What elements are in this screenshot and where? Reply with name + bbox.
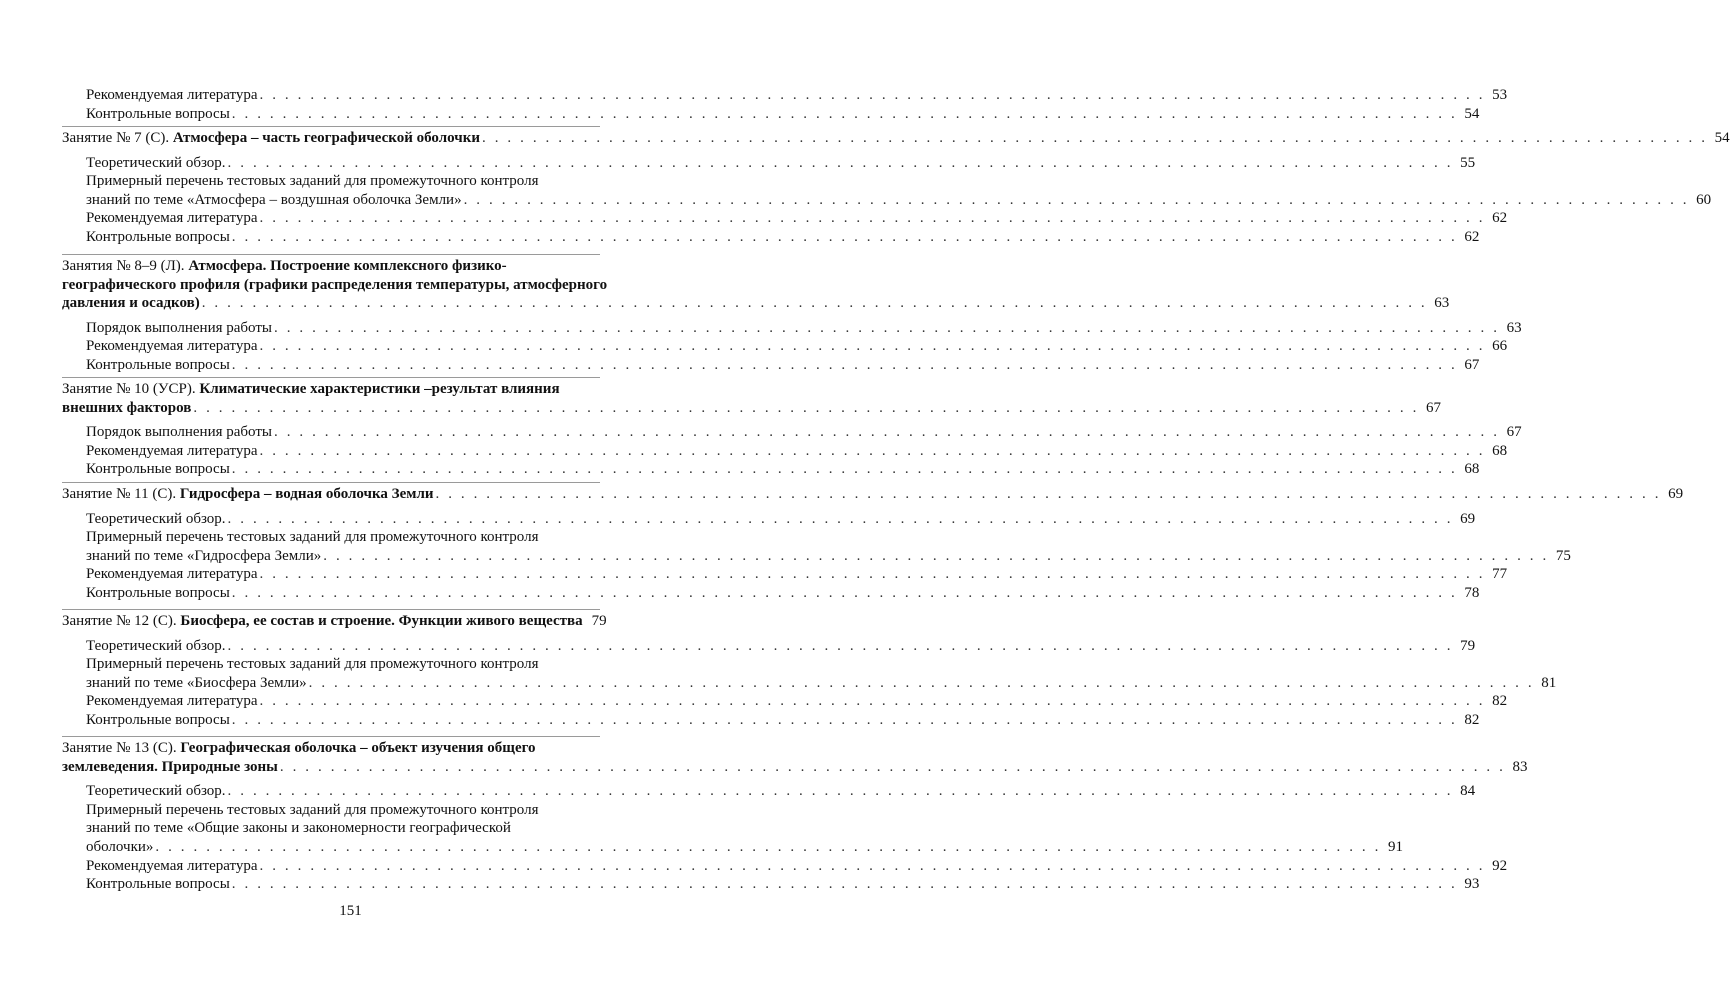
toc-entry-line: знаний по теме «Общие законы и закономерности географической xyxy=(86,820,511,837)
lesson-number: Занятия № 8–9 (Л). xyxy=(62,258,185,274)
toc-heading[interactable]: Занятие № 11 (С). Гидросфера – водная оболочка Земли . . . . . . . . . . . . . . . . . . . . . . . . . . . . . . . . . . . . . . . . . . . . . . . . . . . . . . . . . . . . . . . . . . . . . . . . . . . . . . . . . . . . . . . . . . . . . . . . . 69 xyxy=(62,486,1684,502)
toc-entry[interactable]: Рекомендуемая литература . . . . . . . . . . . . . . . . . . . . . . . . . . . . . . . . . . . . . . . . . . . . . . . . . . . . . . . . . . . . . . . . . . . . . . . . . . . . . . . . . . . . . . . . . . . . . . . . . 82 xyxy=(86,693,1508,710)
toc-heading[interactable]: Занятие № 7 (С). Атмосфера – часть географической оболочки . . . . . . . . . . . . . . . . . . . . . . . . . . . . . . . . . . . . . . . . . . . . . . . . . . . . . . . . . . . . . . . . . . . . . . . . . . . . . . . . . . . . . . . . . . . . . . . . . 54 xyxy=(62,130,1730,146)
toc-heading-line xyxy=(62,739,600,758)
section-divider xyxy=(62,482,600,483)
lesson-title: Гидросфера – водная оболочка Земли xyxy=(179,486,434,502)
lesson-title: Биосфера, ее состав и строение. Функции живого вещества xyxy=(180,613,583,629)
lesson-title: Географическая оболочка – объект изучения общего xyxy=(180,740,536,756)
toc-entry[interactable]: знаний по теме «Биосфера Земли» . . . . . . . . . . . . . . . . . . . . . . . . . . . . . . . . . . . . . . . . . . . . . . . . . . . . . . . . . . . . . . . . . . . . . . . . . . . . . . . . . . . . . . . . . . . . . . . . . 81 xyxy=(86,674,1557,691)
toc-entry[interactable]: Контрольные вопросы . . . . . . . . . . . . . . . . . . . . . . . . . . . . . . . . . . . . . . . . . . . . . . . . . . . . . . . . . . . . . . . . . . . . . . . . . . . . . . . . . . . . . . . . . . . . . . . . . 62 xyxy=(86,228,1480,245)
toc-continuation xyxy=(62,86,1508,126)
toc-entry[interactable]: оболочки» . . . . . . . . . . . . . . . . . . . . . . . . . . . . . . . . . . . . . . . . . . . . . . . . . . . . . . . . . . . . . . . . . . . . . . . . . . . . . . . . . . . . . . . . . . . . . . . . . 91 xyxy=(86,838,1403,855)
toc-entry[interactable]: Теоретический обзор. . . . . . . . . . . . . . . . . . . . . . . . . . . . . . . . . . . . . . . . . . . . . . . . . . . . . . . . . . . . . . . . . . . . . . . . . . . . . . . . . . . . . . . . . . . . . . . . . . 84 xyxy=(86,783,1476,800)
toc-entry[interactable]: Контрольные вопросы . . . . . . . . . . . . . . . . . . . . . . . . . . . . . . . . . . . . . . . . . . . . . . . . . . . . . . . . . . . . . . . . . . . . . . . . . . . . . . . . . . . . . . . . . . . . . . . . . 54 xyxy=(86,106,1480,122)
lesson-number: Занятие № 12 (С). xyxy=(62,613,177,629)
toc-entry[interactable]: Теоретический обзор. . . . . . . . . . . . . . . . . . . . . . . . . . . . . . . . . . . . . . . . . . . . . . . . . . . . . . . . . . . . . . . . . . . . . . . . . . . . . . . . . . . . . . . . . . . . . . . . . . 69 xyxy=(86,510,1476,527)
lesson-title: географического профиля (графики распределения температуры, атмосферного xyxy=(62,276,608,293)
toc-entry[interactable]: знаний по теме «Атмосфера – воздушная оболочка Земли» . . . . . . . . . . . . . . . . . . . . . . . . . . . . . . . . . . . . . . . . . . . . . . . . . . . . . . . . . . . . . . . . . . . . . . . . . . . . . . . . . . . . . . . . . . . . . . . . . 60 xyxy=(86,191,1712,208)
toc-entry[interactable]: Рекомендуемая литература . . . . . . . . . . . . . . . . . . . . . . . . . . . . . . . . . . . . . . . . . . . . . . . . . . . . . . . . . . . . . . . . . . . . . . . . . . . . . . . . . . . . . . . . . . . . . . . . . 62 xyxy=(86,210,1508,227)
section-divider xyxy=(62,254,600,255)
lesson-number: Занятие № 11 (С). xyxy=(62,486,177,502)
toc-entry-line: Примерный перечень тестовых заданий для промежуточного контроля xyxy=(86,801,539,818)
section-divider xyxy=(62,736,600,737)
lesson-title: Климатические характеристики –результат влияния xyxy=(199,381,560,397)
section-divider xyxy=(62,126,600,127)
lesson-number: Занятие № 10 (УСР). xyxy=(62,381,196,397)
lesson-title: Атмосфера – часть географической оболочки xyxy=(172,130,481,146)
toc-entry[interactable]: Контрольные вопросы . . . . . . . . . . . . . . . . . . . . . . . . . . . . . . . . . . . . . . . . . . . . . . . . . . . . . . . . . . . . . . . . . . . . . . . . . . . . . . . . . . . . . . . . . . . . . . . . . 67 xyxy=(86,356,1480,373)
toc-entry[interactable]: Контрольные вопросы . . . . . . . . . . . . . . . . . . . . . . . . . . . . . . . . . . . . . . . . . . . . . . . . . . . . . . . . . . . . . . . . . . . . . . . . . . . . . . . . . . . . . . . . . . . . . . . . . 68 xyxy=(86,461,1480,478)
toc-entry[interactable]: Рекомендуемая литература . . . . . . . . . . . . . . . . . . . . . . . . . . . . . . . . . . . . . . . . . . . . . . . . . . . . . . . . . . . . . . . . . . . . . . . . . . . . . . . . . . . . . . . . . . . . . . . . . 53 xyxy=(86,87,1508,103)
toc-heading[interactable]: внешних факторов . . . . . . . . . . . . . . . . . . . . . . . . . . . . . . . . . . . . . . . . . . . . . . . . . . . . . . . . . . . . . . . . . . . . . . . . . . . . . . . . . . . . . . . . . . . . . . . . . 67 xyxy=(62,399,1441,416)
toc-heading-line xyxy=(62,257,600,276)
lesson-title: Атмосфера. Построение комплексного физико- xyxy=(188,258,507,274)
toc-entry-line: Примерный перечень тестовых заданий для промежуточного контроля xyxy=(86,529,539,546)
toc-entry[interactable]: Рекомендуемая литература . . . . . . . . . . . . . . . . . . . . . . . . . . . . . . . . . . . . . . . . . . . . . . . . . . . . . . . . . . . . . . . . . . . . . . . . . . . . . . . . . . . . . . . . . . . . . . . . . 92 xyxy=(86,857,1508,874)
lesson-title: внешних факторов xyxy=(62,399,192,416)
toc-heading[interactable]: Занятие № 12 (С). Биосфера, ее состав и строение. Функции живого вещества 79 xyxy=(62,613,607,629)
lesson-number: Занятие № 7 (С). xyxy=(62,130,170,146)
lesson-number: Занятие № 13 (С). xyxy=(62,740,177,756)
toc-heading[interactable]: давления и осадков) . . . . . . . . . . . . . . . . . . . . . . . . . . . . . . . . . . . . . . . . . . . . . . . . . . . . . . . . . . . . . . . . . . . . . . . . . . . . . . . . . . . . . . . . . . . . . . . . . 63 xyxy=(62,295,1450,312)
toc-entry[interactable]: знаний по теме «Гидросфера Земли» . . . . . . . . . . . . . . . . . . . . . . . . . . . . . . . . . . . . . . . . . . . . . . . . . . . . . . . . . . . . . . . . . . . . . . . . . . . . . . . . . . . . . . . . . . . . . . . . . 75 xyxy=(86,547,1571,564)
lesson-title: землеведения. Природные зоны xyxy=(62,758,278,775)
toc-entry[interactable]: Рекомендуемая литература . . . . . . . . . . . . . . . . . . . . . . . . . . . . . . . . . . . . . . . . . . . . . . . . . . . . . . . . . . . . . . . . . . . . . . . . . . . . . . . . . . . . . . . . . . . . . . . . . 66 xyxy=(86,338,1508,355)
toc-heading[interactable]: землеведения. Природные зоны . . . . . . . . . . . . . . . . . . . . . . . . . . . . . . . . . . . . . . . . . . . . . . . . . . . . . . . . . . . . . . . . . . . . . . . . . . . . . . . . . . . . . . . . . . . . . . . . . 83 xyxy=(62,758,1528,775)
toc-entry[interactable]: Порядок выполнения работы . . . . . . . . . . . . . . . . . . . . . . . . . . . . . . . . . . . . . . . . . . . . . . . . . . . . . . . . . . . . . . . . . . . . . . . . . . . . . . . . . . . . . . . . . . . . . . . . . 63 xyxy=(86,319,1522,336)
toc-entry[interactable]: Рекомендуемая литература . . . . . . . . . . . . . . . . . . . . . . . . . . . . . . . . . . . . . . . . . . . . . . . . . . . . . . . . . . . . . . . . . . . . . . . . . . . . . . . . . . . . . . . . . . . . . . . . . 68 xyxy=(86,442,1508,459)
toc-entry[interactable]: Теоретический обзор. . . . . . . . . . . . . . . . . . . . . . . . . . . . . . . . . . . . . . . . . . . . . . . . . . . . . . . . . . . . . . . . . . . . . . . . . . . . . . . . . . . . . . . . . . . . . . . . . . 79 xyxy=(86,637,1476,654)
toc-entry-line: Примерный перечень тестовых заданий для промежуточного контроля xyxy=(86,173,539,190)
toc-entry[interactable]: Контрольные вопросы . . . . . . . . . . . . . . . . . . . . . . . . . . . . . . . . . . . . . . . . . . . . . . . . . . . . . . . . . . . . . . . . . . . . . . . . . . . . . . . . . . . . . . . . . . . . . . . . . 78 xyxy=(86,584,1480,601)
toc-entry[interactable]: Теоретический обзор. . . . . . . . . . . . . . . . . . . . . . . . . . . . . . . . . . . . . . . . . . . . . . . . . . . . . . . . . . . . . . . . . . . . . . . . . . . . . . . . . . . . . . . . . . . . . . . . . . 55 xyxy=(86,154,1476,171)
toc-entry[interactable]: Контрольные вопросы . . . . . . . . . . . . . . . . . . . . . . . . . . . . . . . . . . . . . . . . . . . . . . . . . . . . . . . . . . . . . . . . . . . . . . . . . . . . . . . . . . . . . . . . . . . . . . . . . 82 xyxy=(86,711,1480,728)
toc-entry[interactable]: Порядок выполнения работы . . . . . . . . . . . . . . . . . . . . . . . . . . . . . . . . . . . . . . . . . . . . . . . . . . . . . . . . . . . . . . . . . . . . . . . . . . . . . . . . . . . . . . . . . . . . . . . . . 67 xyxy=(86,424,1522,441)
section-divider xyxy=(62,609,600,610)
lesson-title: давления и осадков) xyxy=(62,295,200,312)
toc-entry[interactable]: Контрольные вопросы . . . . . . . . . . . . . . . . . . . . . . . . . . . . . . . . . . . . . . . . . . . . . . . . . . . . . . . . . . . . . . . . . . . . . . . . . . . . . . . . . . . . . . . . . . . . . . . . . 93 xyxy=(86,876,1480,893)
toc-heading-line xyxy=(62,380,600,399)
toc-entry-line: Примерный перечень тестовых заданий для промежуточного контроля xyxy=(86,656,539,673)
toc-entry[interactable]: Рекомендуемая литература . . . . . . . . . . . . . . . . . . . . . . . . . . . . . . . . . . . . . . . . . . . . . . . . . . . . . . . . . . . . . . . . . . . . . . . . . . . . . . . . . . . . . . . . . . . . . . . . . 77 xyxy=(86,566,1508,583)
table-of-contents xyxy=(62,86,1730,893)
section-divider xyxy=(62,377,600,378)
page-number: 151 xyxy=(339,903,362,919)
